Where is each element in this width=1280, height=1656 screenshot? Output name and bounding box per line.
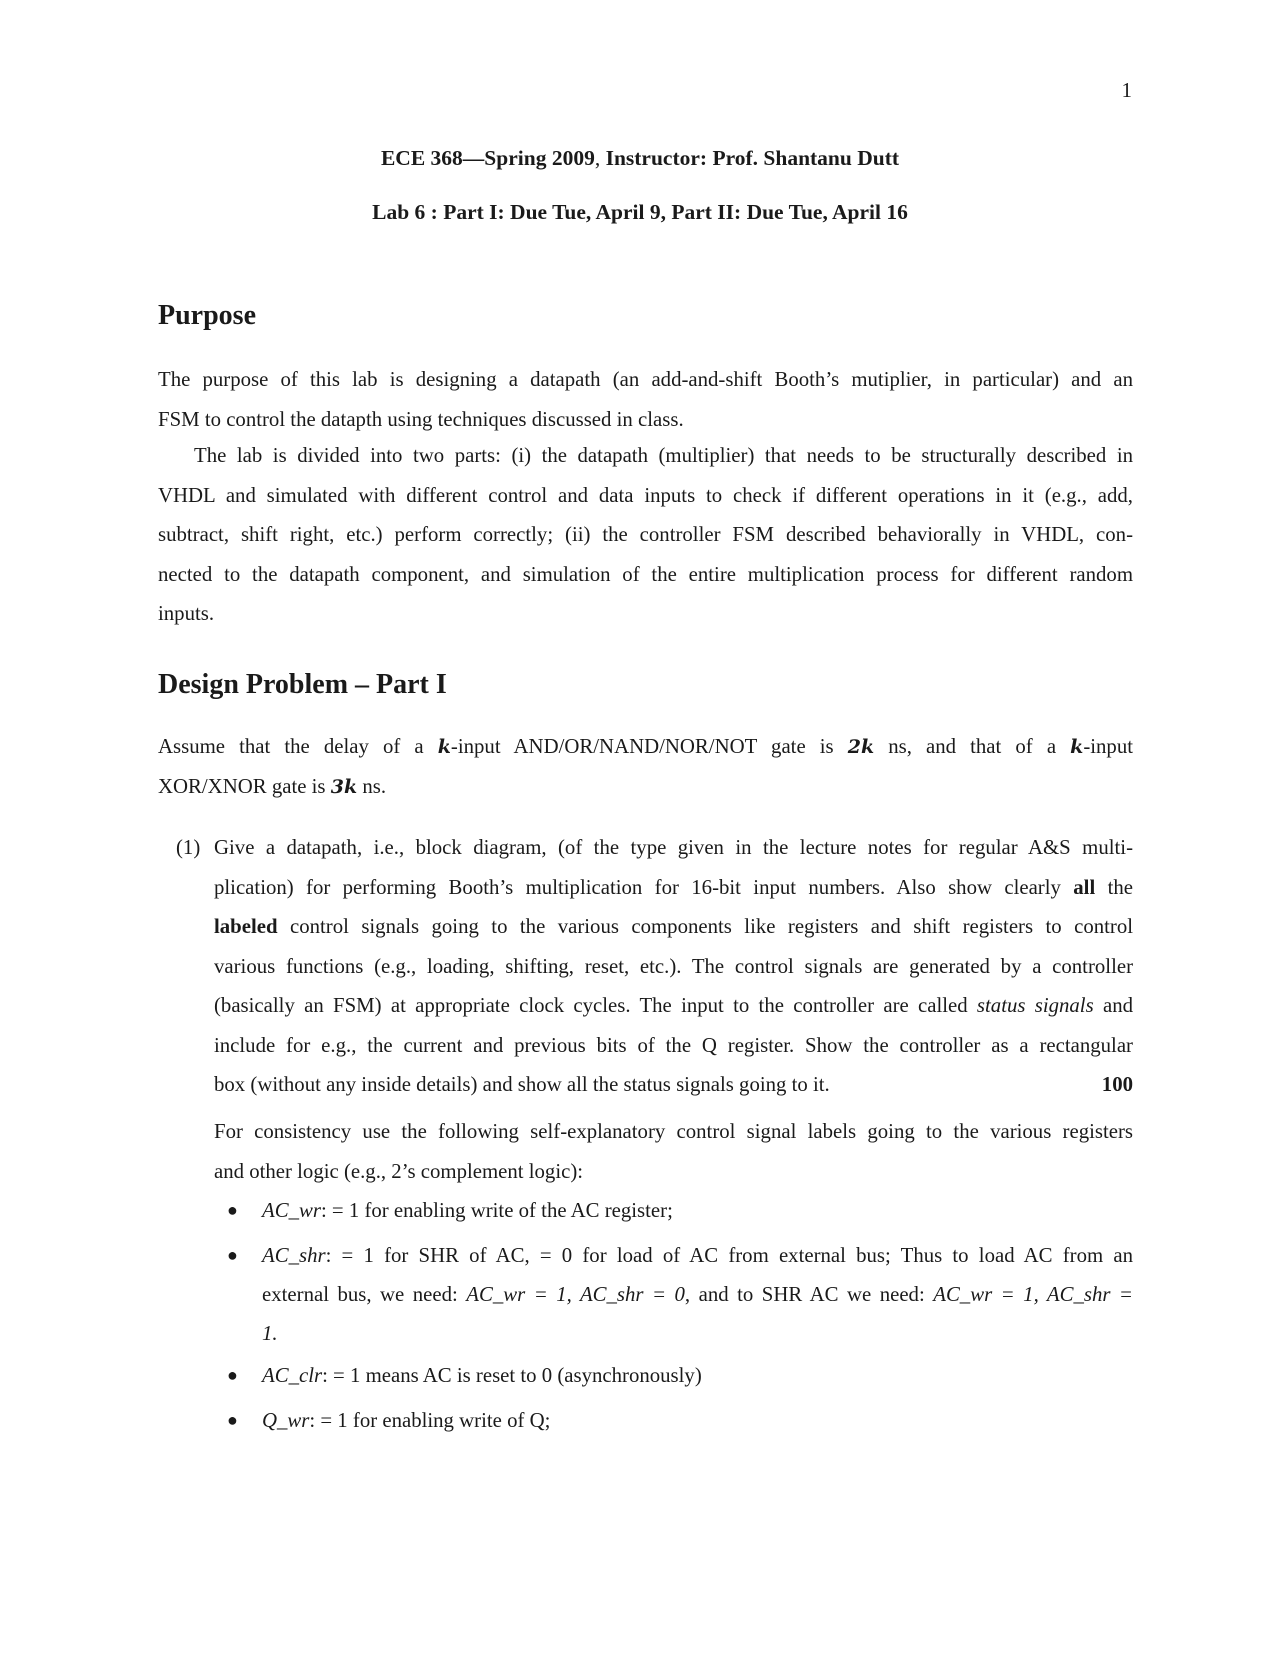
signal-name: AC_clr <box>262 1364 323 1387</box>
signal-name: AC_shr <box>262 1244 326 1267</box>
text-line <box>214 986 1133 1026</box>
bold-word: all <box>1073 875 1096 899</box>
italic-phrase: 1. <box>262 1322 278 1345</box>
text-line <box>214 868 1133 908</box>
math-k: k <box>1070 736 1084 758</box>
text-run: Assume that the delay of a <box>158 735 438 758</box>
assumption-paragraph <box>158 727 1133 806</box>
text-run: ns, and that of a <box>874 735 1071 758</box>
design-heading: Design Problem – Part I <box>158 669 447 700</box>
consistency-paragraph <box>214 1112 1133 1191</box>
bullet-icon: ● <box>227 1245 238 1265</box>
text-line: inputs. <box>158 602 215 625</box>
text-line: VHDL and simulated with different control and data inputs to check if different operations in it (e.g., add, <box>158 483 1133 507</box>
text-run: : = 1 means AC is reset to 0 (asynchronously) <box>322 1364 702 1387</box>
text-line: include for e.g., the current and previous bits of the Q register. Show the controller as a rectangular <box>214 1033 1133 1057</box>
text-line: For consistency use the following self-explanatory control signal labels going to the various registers <box>214 1120 1133 1143</box>
item-body <box>214 828 1133 1105</box>
text-run: box (without any inside details) and show all the status signals going to it. <box>214 1073 830 1096</box>
page-number: 1 <box>1121 78 1132 102</box>
course-name: ECE 368—Spring 2009 <box>380 146 595 170</box>
text-line: The lab is divided into two parts: (i) the datapath (multiplier) that needs to be structurally described in <box>194 444 1133 467</box>
text-run: external bus, we need: <box>262 1283 467 1306</box>
bullet-q-wr <box>227 1401 1133 1440</box>
title-separator: , <box>594 146 606 170</box>
purpose-paragraph-1 <box>158 360 1133 439</box>
bullet-ac-clr <box>227 1356 1133 1395</box>
text-line: The purpose of this lab is designing a datapath (an add-and-shift Booth’s mutiplier, in particular) and an <box>158 368 1133 391</box>
text-line <box>240 1401 1133 1440</box>
purpose-paragraph-2 <box>158 436 1133 634</box>
bullet-ac-shr <box>227 1236 1133 1353</box>
text-line: subtract, shift right, etc.) perform correctly; (ii) the controller FSM described behaviorally in VHDL, con- <box>158 523 1133 546</box>
bullet-icon: ● <box>227 1410 238 1430</box>
text-line <box>240 1356 1133 1395</box>
text-run: -input AND/OR/NAND/NOR/NOT gate is <box>450 735 848 758</box>
text-line <box>240 1275 1133 1314</box>
italic-phrase: AC_wr = 1, AC_shr = <box>933 1283 1133 1306</box>
text-run: XOR/XNOR gate is <box>158 774 331 798</box>
text-line <box>214 1065 1133 1105</box>
text-line: nected to the datapath component, and simulation of the entire multiplication process for different random <box>158 562 1133 586</box>
bold-word: labeled <box>214 915 278 938</box>
lab-title: Lab 6 : Part I: Due Tue, April 9, Part II: Due Tue, April 16 <box>372 200 908 224</box>
text-run: ns. <box>357 774 387 798</box>
text-line: Give a datapath, i.e., block diagram, (of the type given in the lecture notes for regular A&S multi- <box>214 836 1133 859</box>
text-run: the <box>1095 875 1133 899</box>
text-line: various functions (e.g., loading, shifting, reset, etc.). The control signals are generated by a controller <box>214 954 1133 978</box>
points-value: 100 <box>1101 1073 1133 1096</box>
text-run: , and to SHR AC we need: <box>684 1283 934 1306</box>
text-line <box>214 907 1133 947</box>
text-line <box>240 1314 1133 1353</box>
text-line: FSM to control the datapth using techniques discussed in class. <box>158 407 684 431</box>
bullet-ac-wr <box>227 1191 1133 1230</box>
text-run: control signals going to the various components like registers and shift registers to control <box>277 915 1133 938</box>
text-run: : = 1 for enabling write of Q; <box>309 1409 551 1432</box>
italic-phrase: AC_wr = 1, AC_shr = 0 <box>466 1283 685 1306</box>
course-title <box>0 146 1280 171</box>
text-line <box>240 1191 1133 1230</box>
bullet-icon: ● <box>227 1200 238 1220</box>
italic-phrase: status signals <box>976 994 1094 1017</box>
text-line: and other logic (e.g., 2’s complement logic): <box>214 1159 584 1183</box>
text-line <box>240 1236 1133 1275</box>
purpose-heading: Purpose <box>158 300 256 331</box>
math-k: k <box>437 736 451 758</box>
text-run: (basically an FSM) at appropriate clock cycles. The input to the controller are called <box>214 994 977 1017</box>
signal-name: Q_wr <box>262 1409 310 1432</box>
text-run: and <box>1093 994 1133 1017</box>
text-run: plication) for performing Booth’s multiplication for 16-bit input numbers. Also show clearly <box>214 875 1074 899</box>
text-run: : = 1 for SHR of AC, = 0 for load of AC from external bus; Thus to load AC from an <box>325 1244 1133 1267</box>
bullet-icon: ● <box>227 1365 238 1385</box>
math-2k: 2k <box>847 736 875 758</box>
math-3k: 3k <box>330 775 358 798</box>
text-run: : = 1 for enabling write of the AC register; <box>320 1199 673 1222</box>
item-number: (1) <box>176 836 201 859</box>
signal-name: AC_wr <box>262 1199 321 1222</box>
text-line <box>158 727 1133 767</box>
text-run: -input <box>1083 735 1134 758</box>
text-line <box>158 767 1133 807</box>
instructor: Instructor: Prof. Shantanu Dutt <box>605 146 900 170</box>
